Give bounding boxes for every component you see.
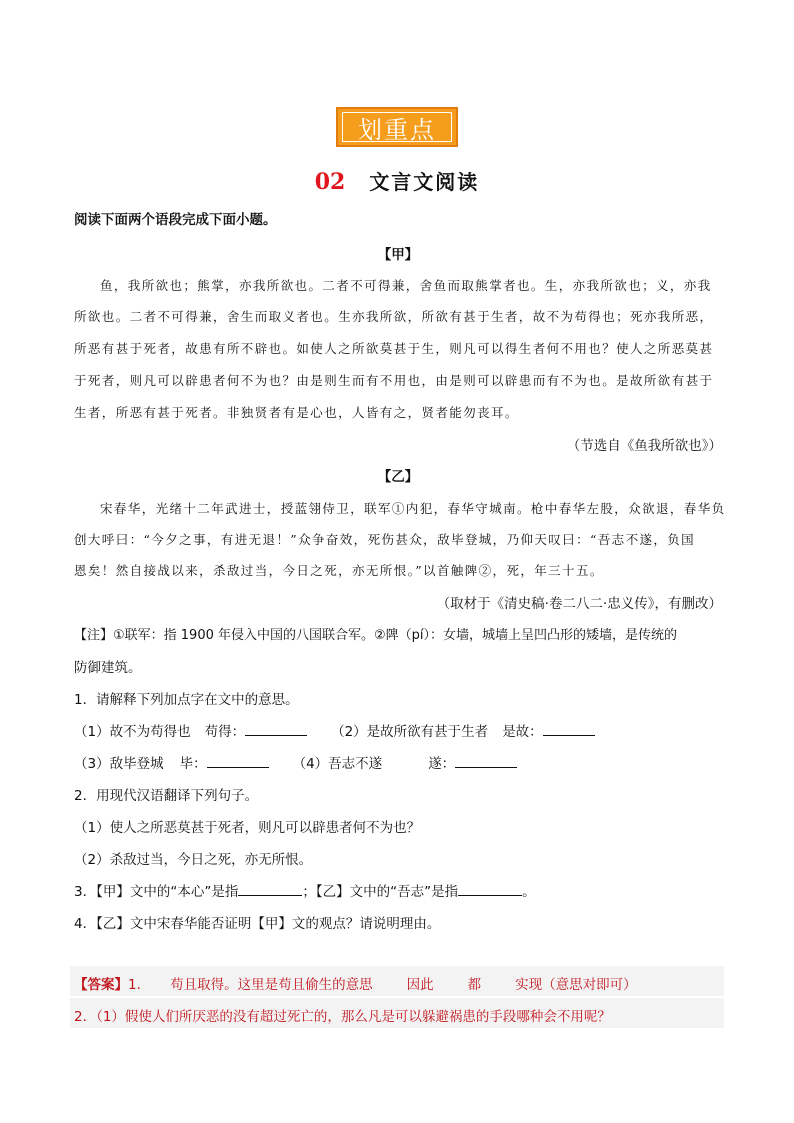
passage-a-line: 于死者，则凡可以辟患者何不为也？由是则生而有不用也，由是则可以辟患而有不为也。是故所欲有甚于 xyxy=(74,373,714,388)
section-title-text: 文言文阅读 xyxy=(369,170,480,194)
q1-item-4: （4）吾志不遂 xyxy=(292,756,383,772)
q3-part-c: 。 xyxy=(522,884,536,900)
instructions: 阅读下面两个语段完成下面小题。 xyxy=(74,212,277,228)
section-number: 02 xyxy=(314,169,346,195)
answer-1-2: 因此 xyxy=(406,977,434,993)
answer-line-2: 2．（1）假使人们所厌恶的没有超过死亡的，那么凡是可以躲避祸患的手段哪种会不用呢？ xyxy=(74,1009,611,1025)
passage-b-heading: 【乙】 xyxy=(377,469,419,485)
notes-line: 【注】①联军：指 1900 年侵入中国的八国联合军。②陴（pí）：女墙，城墙上呈凹凸形的矮墙，是传统的 xyxy=(74,628,678,643)
highlight-badge xyxy=(336,107,458,147)
question-2-item: （2）杀敌过当，今日之死，亦无所恨。 xyxy=(74,852,313,868)
answer-1-3: 都 xyxy=(467,977,482,993)
passage-b-line: 创大呼曰：“今夕之事，有进无退！”众争奋效，死伤甚众，敌毕登城，乃仰天叹曰：“吾志不遂，负国 xyxy=(74,532,696,547)
answer-blank[interactable] xyxy=(238,883,302,896)
q1-item-2: （2）是故所欲有甚于生者 xyxy=(331,724,489,740)
question-2: 2．用现代汉语翻译下列句子。 xyxy=(74,788,259,804)
passage-a-heading: 【甲】 xyxy=(377,247,419,263)
question-3 xyxy=(74,880,722,900)
question-4: 4．【乙】文中宋春华能否证明【甲】文的观点？请说明理由。 xyxy=(74,916,441,932)
section-title xyxy=(0,166,794,195)
passage-b-line: 恩矣！然自接战以来，杀敌过当，今日之死，亦无所恨。”以首触陴②，死，年三十五。 xyxy=(74,563,604,578)
question-1-row xyxy=(74,720,722,740)
passage-a-line: 所恶有甚于死者，故患有所不辟也。如使人之所欲莫甚于生，则凡可以得生者何不用也？使人之所恶莫甚 xyxy=(74,341,714,356)
answer-blank[interactable] xyxy=(455,755,517,768)
question-1: 1．请解释下列加点字在文中的意思。 xyxy=(74,692,299,708)
q1-item-1: （1）故不为苟得也 xyxy=(74,724,191,740)
q1-item-1-label: 苟得： xyxy=(204,724,246,740)
answer-1-4: 实现（意思对即可） xyxy=(515,977,637,993)
answer-number: 1． xyxy=(128,977,151,993)
q3-part-a: 3．【甲】文中的“本心”是指 xyxy=(74,884,239,900)
passage-a-line: 鱼，我所欲也；熊掌，亦我所欲也。二者不可得兼，舍鱼而取熊掌者也。生，亦我所欲也；义，亦我 xyxy=(100,278,712,293)
badge-label: 划重点 xyxy=(342,112,452,142)
answer-blank[interactable] xyxy=(245,723,307,736)
notes-line: 防御建筑。 xyxy=(74,660,142,676)
passage-a-line: 生者，所恶有甚于死者。非独贤者有是心也，人皆有之，贤者能勿丧耳。 xyxy=(74,405,519,420)
q1-item-2-label: 是故： xyxy=(502,724,543,740)
passage-b-source: （取材于《清史稿·卷二八二·忠义传》，有删改） xyxy=(436,596,722,612)
passage-b-line: 宋春华，光绪十二年武进士，授蓝翎侍卫，联军①内犯，春华守城南。枪中春华左股，众欲退，春华负 xyxy=(100,501,726,516)
q1-item-4-label: 遂： xyxy=(428,756,456,772)
answer-blank[interactable] xyxy=(207,755,269,768)
answer-label: 【答案】 xyxy=(74,977,128,993)
question-2-item: （1）使人之所恶莫甚于死者，则凡可以辟患者何不为也？ xyxy=(74,820,421,836)
passage-a-line: 所欲也。二者不可得兼，舍生而取义者也。生亦我所欲，所欲有甚于生者，故不为苟得也；死亦我所恶， xyxy=(74,309,714,324)
q1-item-3-label: 毕： xyxy=(179,756,207,772)
passage-a-source: （节选自《鱼我所欲也》） xyxy=(566,438,722,454)
q3-part-b: ；【乙】文中的“吾志”是指 xyxy=(302,884,459,900)
answer-blank[interactable] xyxy=(543,723,595,736)
answer-line-1 xyxy=(74,973,637,993)
answer-blank[interactable] xyxy=(458,883,522,896)
question-1-row xyxy=(74,752,722,772)
answer-1-1: 苟且取得。这里是苟且偷生的意思 xyxy=(170,977,373,993)
q1-item-3: （3）敌毕登城 xyxy=(74,756,164,772)
